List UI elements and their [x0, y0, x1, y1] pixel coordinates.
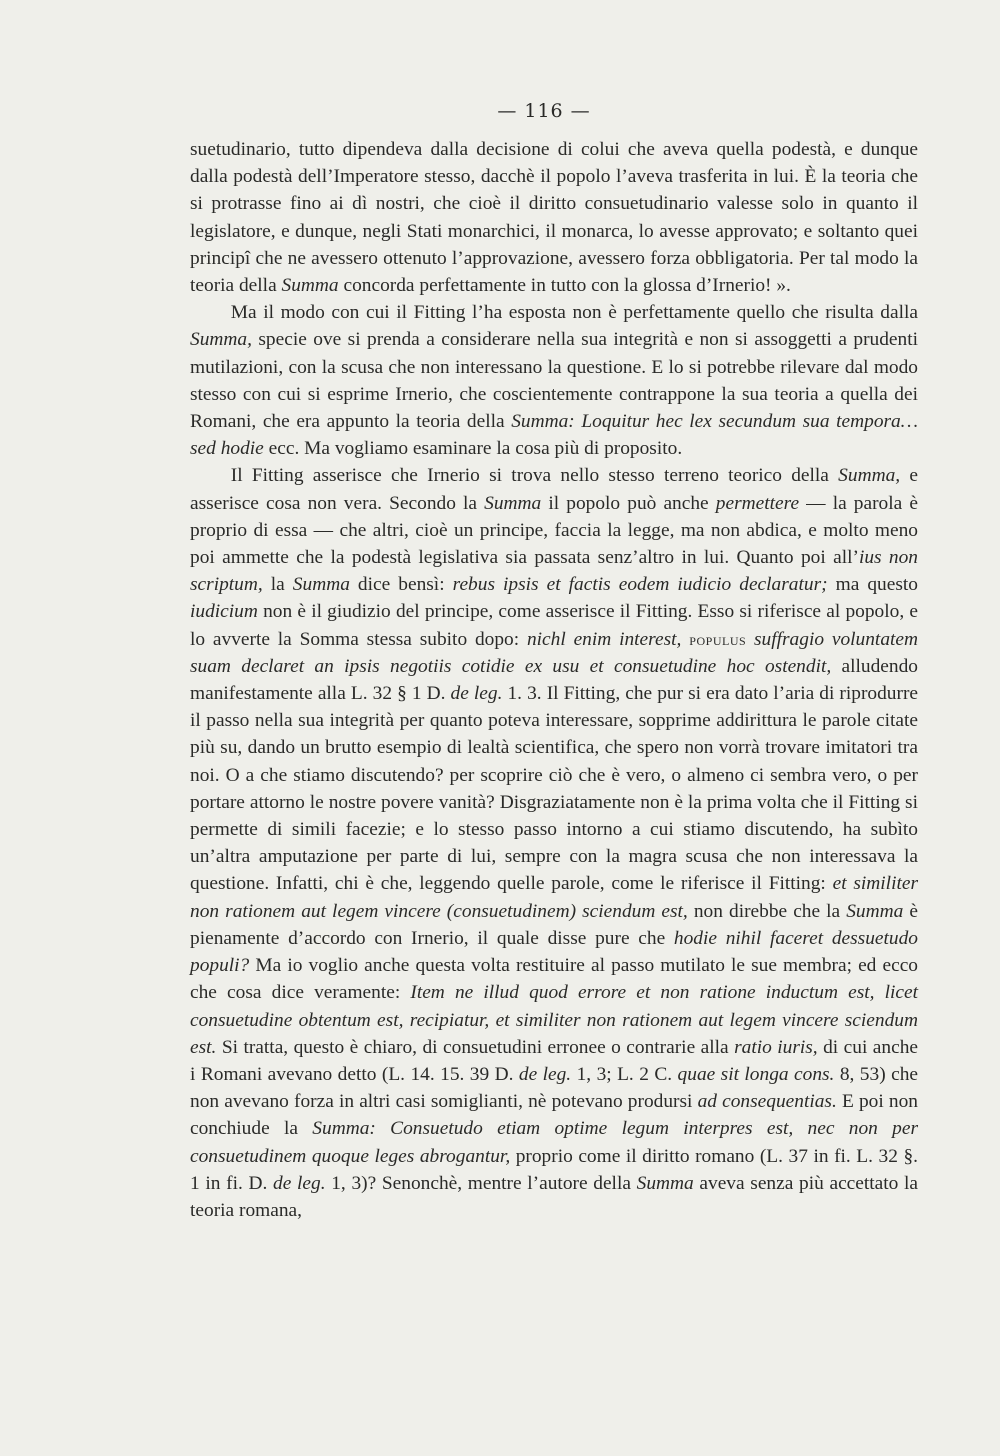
italic-text: Summa — [281, 275, 339, 297]
italic-text: Summa — [484, 492, 542, 514]
text-run: la — [262, 574, 293, 596]
text-run: E poi non conchiude la — [190, 1091, 918, 1140]
italic-text: nichl enim interest, — [526, 628, 682, 650]
italic-text: iudicium — [190, 601, 258, 623]
text-run: specie ove si prenda a considerare nella sua integrità e non si assoggetti a prudenti mutilazioni, con la scusa che non interessano la questione. E lo si potrebbe rilevare dal modo stesso con cui si esprime Irnerio, che coscientemente contrappone la sua teoria a quella dei Romani, che era appunto la teoria della — [190, 329, 918, 433]
italic-text: Summa — [292, 574, 350, 596]
italic-text: et similiter non rationem aut legem vincere (consuetudinem) sciendum est, — [190, 873, 918, 922]
text-run: il popolo può anche — [541, 492, 716, 514]
text-run: ecc. Ma vogliamo esaminare la cosa più di proposito. — [263, 438, 683, 460]
text-run: non è il giudizio del principe, come asserisce il Fitting. Esso si riferisce al popolo, e lo avverte la Somma stessa subito dopo: — [190, 601, 918, 650]
italic-text: de leg. — [450, 683, 503, 705]
italic-text: Summa — [636, 1172, 694, 1194]
italic-text: Summa, — [190, 329, 252, 351]
italic-text: et similiter non rationem aut legem vincere sciendum est. — [190, 1009, 918, 1058]
text-run: Ma il modo con cui il Fitting l’ha esposta non è perfettamente quello che risulta dalla — [230, 302, 918, 324]
small-caps-text: populus — [681, 628, 747, 649]
italic-text: permettere — [715, 492, 800, 514]
italic-text: ad consequentias. — [697, 1091, 837, 1113]
italic-text: rebus ipsis et factis eodem iudicio declaratur; — [452, 574, 828, 596]
text-run: proprio come il diritto romano (L. 37 in fi. L. 32 §. 1 in fi. D. — [190, 1145, 919, 1194]
text-run: Il Fitting asserisce che Irnerio si trova nello stesso terreno teorico della — [230, 465, 839, 487]
text-run: non direbbe che la — [687, 900, 847, 922]
italic-text: quae sit longa cons. — [677, 1063, 835, 1085]
paragraph — [190, 136, 918, 299]
paragraph — [190, 462, 918, 1224]
body-text — [190, 136, 918, 1224]
paragraph — [190, 299, 918, 462]
italic-text: Summa: Consuetudo etiam optime legum interpres est, nec non per consuetudinem quoque leges abrogantur, — [190, 1118, 919, 1167]
text-run: 1. 3. Il Fitting, che pur si era dato l’aria di riprodurre il passo nella sua integrità per quanto poteva interessare, sopprime addirittura le parole citate più su, dando un brutto esempio di lealtà scientifica, che spero non vorrà trovare imitatori tra noi. O a che stiamo discutendo? per scoprire ciò che è vero, o almeno ci sembra vero, o per portare attorno le nostre povere vanità? Disgraziatamente non è la prima volta che il Fitting si permette di simili facezie; e lo stesso passo intorno a cui stiamo discutendo, ha subìto un’altra amputazione per parte di lui, sempre con la magra scusa che non interessava la questione. Infatti, chi è che, leggendo quelle parole, come le riferisce il Fitting: — [190, 683, 919, 895]
text-run: dice bensì: — [349, 574, 453, 596]
italic-text: Summa: Loquitur hec lex secundum sua tempora… sed hodie — [190, 411, 918, 460]
text-run: alludendo manifestamente alla L. 32 § 1 D. — [190, 655, 918, 705]
text-run: — la parola è proprio di essa — che altri, cioè un principe, faccia la legge, ma non abdica, e molto meno poi ammette che la podestà legislativa sia passata senz’altro in lui. Quanto poi all’ — [190, 492, 918, 569]
text-run: Ma io voglio anche questa volta restituire al passo mutilato le sue membra; ed ecco che cosa dice veramente: — [190, 955, 918, 1004]
text-run: 1, 3)? Senonchè, mentre l’autore della — [325, 1172, 637, 1194]
text-run: ma questo — [827, 574, 918, 596]
text-run: è pienamente d’accordo con Irnerio, il quale disse pure che — [190, 900, 918, 949]
text-run: di cui anche i Romani avevano detto (L. 14. 15. 39 D. — [190, 1036, 918, 1085]
italic-text: suffragio voluntatem suam declaret an ipsis negotiis cotidie ex usu et consuetudine hoc ostendit, — [190, 628, 919, 677]
text-run: aveva senza più accettato la teoria romana, — [190, 1172, 919, 1221]
text-run: Si tratta, questo è chiaro, di consuetudini erronee o contrarie alla — [216, 1036, 735, 1058]
italic-text: Summa, — [838, 465, 901, 487]
page-number: — 116 — — [497, 100, 591, 122]
italic-text: ratio iuris, — [734, 1036, 818, 1058]
italic-text: Item ne illud quod errore et non ratione inductum est, licet consuetudine obtentum est, recipiatur, — [190, 982, 918, 1031]
italic-text: hodie nihil faceret dessuetudo populi? — [190, 927, 918, 977]
text-run: 1, 3; L. 2 C. — [571, 1063, 678, 1085]
italic-text: ius non scriptum, — [190, 547, 918, 596]
text-run: concorda perfettamente in tutto con la glossa d’Irnerio! ». — [338, 275, 791, 297]
text-run: e asserisce cosa non vera. Secondo la — [190, 465, 918, 514]
italic-text: de leg. — [518, 1063, 572, 1085]
text-run: 8, 53) che non avevano forza in altri casi somiglianti, nè potevano prodursi — [190, 1063, 918, 1113]
italic-text: de leg. — [273, 1172, 326, 1194]
text-run: suetudinario, tutto dipendeva dalla decisione di colui che aveva quella podestà, e dunque dalla podestà dell’Imperatore stesso, dacchè il popolo l’aveva trasferita in lui. È la teoria che si protrasse fino ai dì nostri, che cioè il diritto consuetudinario valesse solo in quanto il legislatore, e dunque, negli Stati monarchici, il monarca, lo avesse approvato; e soltanto quei principî che ne avessero ottenuto l’approvazione, avessero forza obbligatoria. Per tal modo la teoria della — [190, 139, 918, 297]
italic-text: Summa — [846, 900, 904, 922]
